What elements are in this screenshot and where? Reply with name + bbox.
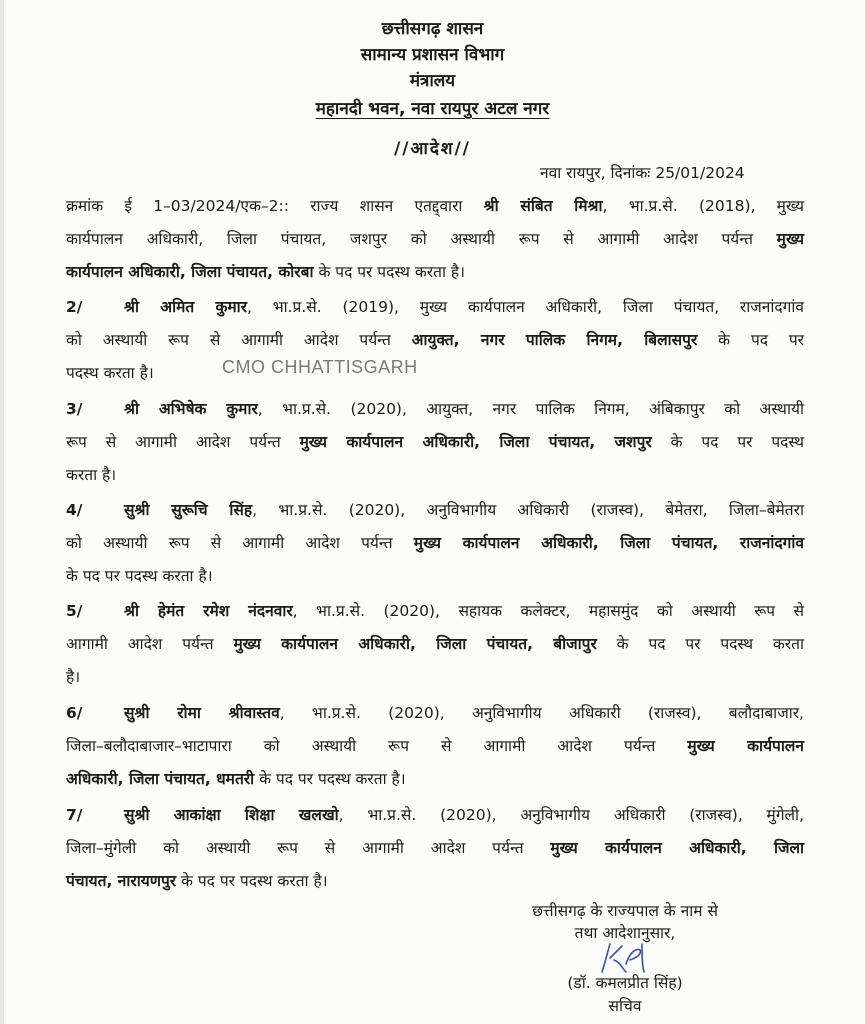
para6-line1: सुश्री रोमा श्रीवास्तव, भा.प्र.से. (2020), अनुविभागीय अधिकारी (राजस्व), बलौदाबाजार, [124, 704, 804, 722]
header-government: छत्तीसगढ़ शासन [381, 19, 484, 39]
signature-order-line: तथा आदेशानुसार, [574, 924, 676, 942]
para3-line3: करता है। [66, 466, 117, 484]
para6-line2: जिला–बलौदाबाजार–भाटापारा को अस्थायी रूप से आगामी आदेश पर्यन्त मुख्य कार्यपालन [66, 737, 804, 755]
para2-number: 2/ [66, 298, 83, 316]
para1-line1: क्रमांक ई 1–03/2024/एक–2:: राज्य शासन एतद्द्वारा श्री संबित मिश्रा, भा.प्र.से. (2018), मुख्य [66, 197, 804, 215]
para3-line1: श्री अभिषेक कुमार, भा.प्र.से. (2020), आयुक्त, नगर पालिक निगम, अंबिकापुर को अस्थायी [124, 400, 804, 418]
para2-line2: को अस्थायी रूप से आगामी आदेश पर्यन्त आयुक्त, नगर पालिक निगम, बिलासपुर के पद पर [66, 331, 804, 349]
para4-number: 4/ [66, 501, 83, 519]
para5-number: 5/ [66, 602, 83, 620]
signature-authority-line: छत्तीसगढ़ के राज्यपाल के नाम से [532, 902, 718, 920]
para7-line3: पंचायत, नारायणपुर के पद पर पदस्थ करता है। [66, 872, 328, 890]
para7-line1: सुश्री आकांक्षा शिक्षा खलखो, भा.प्र.से. (2020), अनुविभागीय अधिकारी (राजस्व), मुंगेली, [124, 806, 804, 824]
para5-line3: है। [66, 668, 81, 686]
para6-number: 6/ [66, 704, 83, 722]
para1-line3: कार्यपालन अधिकारी, जिला पंचायत, कोरबा के पद पर पदस्थ करता है। [66, 263, 466, 281]
para4-line1: सुश्री सुरूचि सिंह, भा.प्र.से. (2020), अनुविभागीय अधिकारी (राजस्व), बेमेतरा, जिला–बेमेतरा [124, 501, 804, 519]
para3-number: 3/ [66, 400, 83, 418]
date-line: नवा रायपुर, दिनांकः 25/01/2024 [540, 164, 745, 182]
para7-number: 7/ [66, 806, 83, 824]
para2-line1: श्री अमित कुमार, भा.प्र.से. (2019), मुख्य कार्यपालन अधिकारी, जिला पंचायत, राजनांदगांव [124, 298, 804, 316]
para4-line3: के पद पर पदस्थ करता है। [66, 567, 213, 585]
order-title: //आदेश// [394, 139, 471, 159]
header-address: महानदी भवन, नवा रायपुर अटल नगर [315, 99, 550, 119]
para3-line2: रूप से आगामी आदेश पर्यन्त मुख्य कार्यपालन अधिकारी, जिला पंचायत, जशपुर के पद पर पदस्थ [66, 433, 805, 451]
header-ministry: मंत्रालय [409, 71, 456, 91]
para6-line3: अधिकारी, जिला पंचायत, धमतरी के पद पर पदस्थ करता है। [66, 770, 406, 788]
watermark-text: CMO CHHATTISGARH [222, 357, 418, 377]
signatory-designation: सचिव [608, 997, 642, 1015]
para1-line2: कार्यपालन अधिकारी, जिला पंचायत, जशपुर को अस्थायी रूप से आगामी आदेश पर्यन्त मुख्य [66, 230, 804, 248]
header-department: सामान्य प्रशासन विभाग [360, 45, 505, 65]
para2-line3: पदस्थ करता है। [66, 364, 154, 382]
para5-line2: आगामी आदेश पर्यन्त मुख्य कार्यपालन अधिकारी, जिला पंचायत, बीजापुर के पद पर पदस्थ करता [66, 635, 804, 653]
para5-line1: श्री हेमंत रमेश नंदनवार, भा.प्र.से. (2020), सहायक कलेक्टर, महासमुंद को अस्थायी रूप से [124, 602, 804, 620]
para4-line2: को अस्थायी रूप से आगामी आदेश पर्यन्त मुख्य कार्यपालन अधिकारी, जिला पंचायत, राजनांदगांव [66, 534, 804, 552]
signatory-name: (डॉ. कमलप्रीत सिंह) [567, 974, 683, 992]
para7-line2: जिला–मुंगेली को अस्थायी रूप से आगामी आदेश पर्यन्त मुख्य कार्यपालन अधिकारी, जिला [66, 839, 804, 857]
